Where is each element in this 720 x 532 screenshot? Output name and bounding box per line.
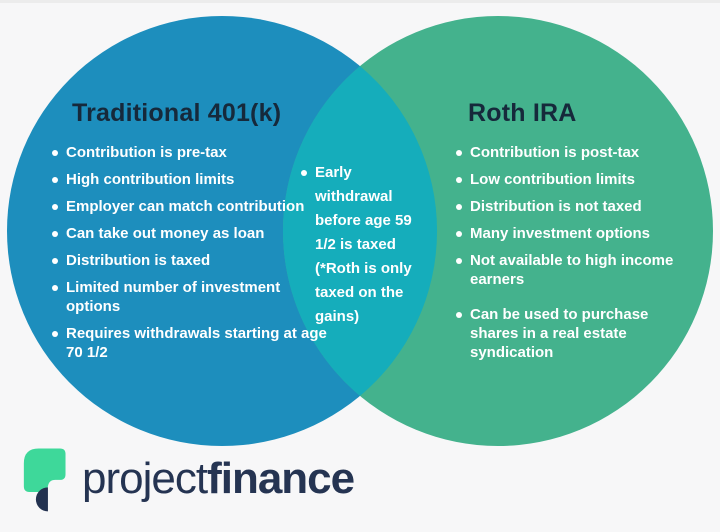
roth-ira-list bbox=[455, 143, 685, 362]
list-item bbox=[51, 143, 335, 162]
bullet-dot-icon bbox=[456, 177, 462, 183]
traditional-401k-list bbox=[51, 143, 335, 362]
list-item-text: Employer can match contribution bbox=[66, 198, 305, 215]
wordmark-finance: finance bbox=[207, 454, 355, 503]
bullet-dot-icon bbox=[52, 331, 58, 337]
list-item-text: Can take out money as loan bbox=[66, 225, 265, 242]
bullet-dot-icon bbox=[52, 258, 58, 264]
list-item bbox=[51, 197, 335, 216]
list-item-text: Many investment options bbox=[470, 225, 651, 242]
list-item-text: Early withdrawal before age 59 1/2 is taxed (*Roth is only taxed on the gains) bbox=[315, 164, 412, 325]
list-item bbox=[455, 143, 685, 162]
bullet-dot-icon bbox=[456, 204, 462, 210]
bullet-dot-icon bbox=[52, 204, 58, 210]
roth-ira-title: Roth IRA bbox=[468, 99, 577, 127]
list-item bbox=[51, 251, 335, 270]
bullet-dot-icon bbox=[52, 177, 58, 183]
bullet-dot-icon bbox=[456, 312, 462, 318]
roth-ira-section bbox=[455, 99, 685, 370]
overlap-section bbox=[300, 161, 424, 337]
logo-leaf-shape bbox=[24, 448, 66, 492]
list-item bbox=[455, 305, 685, 362]
list-item bbox=[455, 224, 685, 243]
list-item-text: Low contribution limits bbox=[470, 171, 635, 188]
list-item-text: High contribution limits bbox=[66, 171, 235, 188]
projectfinance-logo-icon bbox=[22, 444, 72, 514]
list-item-text: Limited number of investment options bbox=[66, 279, 281, 315]
list-item bbox=[455, 197, 685, 216]
list-item-text: Distribution is taxed bbox=[66, 252, 211, 269]
list-item bbox=[51, 278, 335, 316]
list-item-text: Distribution is not taxed bbox=[470, 198, 642, 215]
overlap-list bbox=[300, 161, 424, 329]
bullet-dot-icon bbox=[52, 231, 58, 237]
traditional-401k-title: Traditional 401(k) bbox=[72, 99, 282, 127]
bullet-dot-icon bbox=[301, 170, 307, 176]
list-item-text: Requires withdrawals starting at age 70 1/2 bbox=[66, 325, 327, 361]
list-item bbox=[51, 324, 335, 362]
wordmark-project: project bbox=[82, 454, 208, 503]
bullet-dot-icon bbox=[52, 285, 58, 291]
traditional-401k-section bbox=[51, 99, 335, 370]
list-item bbox=[51, 224, 335, 243]
list-item-text: Can be used to purchase shares in a real estate syndication bbox=[470, 306, 649, 361]
list-item bbox=[455, 170, 685, 189]
list-item-text: Not available to high income earners bbox=[470, 252, 674, 288]
list-item bbox=[455, 251, 685, 289]
projectfinance-logo bbox=[22, 444, 354, 514]
bullet-dot-icon bbox=[52, 150, 58, 156]
list-item-text: Contribution is pre-tax bbox=[66, 144, 227, 161]
list-item-text: Contribution is post-tax bbox=[470, 144, 640, 161]
bullet-dot-icon bbox=[456, 258, 462, 264]
list-item bbox=[51, 170, 335, 189]
list-item bbox=[300, 161, 424, 329]
projectfinance-wordmark bbox=[82, 454, 354, 504]
bullet-dot-icon bbox=[456, 150, 462, 156]
bullet-dot-icon bbox=[456, 231, 462, 237]
